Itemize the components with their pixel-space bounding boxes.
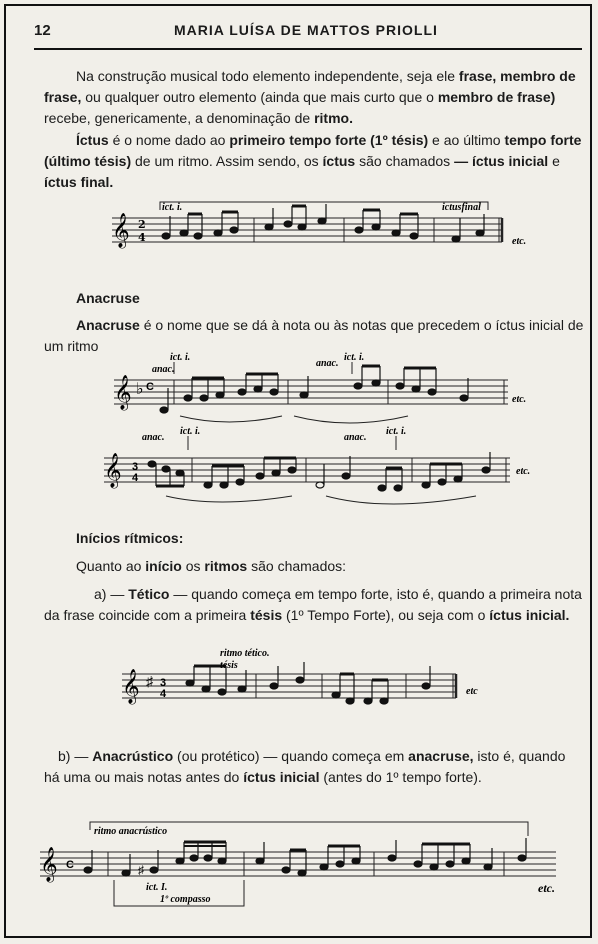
svg-text:♭: ♭ [136,381,144,398]
svg-text:4: 4 [160,688,167,700]
music-example-5 [34,816,584,916]
term-anacruse: Anacruse [76,317,140,333]
text: e ao último [428,132,505,148]
etc-label: etc. [512,236,527,247]
heading-inicios: Inícios rítmicos: [76,530,184,546]
term-ictus-inicial: íctus inicial. [489,607,570,623]
svg-text:4: 4 [138,231,146,244]
text: é o nome que se dá à nota ou às notas que precedem o íctus inicial de um ritmo [44,317,584,354]
label-ictus-2: ict. i. [386,426,407,437]
term-membro: membro de frase, [44,68,576,105]
header-rule [34,48,582,50]
term-frase: frase, [458,68,497,84]
item-tetico [44,584,584,626]
music-example-1 [104,196,544,266]
svg-text:C: C [66,859,74,871]
text: de um ritmo. Assim sendo, os [131,153,323,169]
paragraph-ritmo [44,66,584,129]
label-ictus: ict. I. [146,882,168,893]
text: isto é, quando há uma ou mais notas antes do [44,748,566,785]
page-header [34,22,582,48]
svg-text:♯: ♯ [138,863,144,877]
etc-label: etc. [512,394,527,405]
text: são chamados: [247,558,347,574]
label-ictus-inicial: ict. i. [162,202,183,213]
label-tesis: tésis [220,660,238,671]
text: e [548,153,560,169]
label-compasso: 1º compasso [160,894,211,905]
text: os [181,558,205,574]
term-ictus-final: íctus final. [44,174,114,190]
treble-clef-icon: 𝄞 [114,375,132,410]
music-example-2 [108,350,548,430]
text: b) — [58,748,93,764]
term-membro-2: membro de frase) [437,89,556,105]
text: Na construção musical todo elemento independente, seja ele [76,68,459,84]
text: (antes do 1º tempo forte). [319,769,482,785]
label-anacruse-2: anac. [316,358,339,369]
term-anacrustico: Anacrústico [92,748,174,764]
svg-text:♯: ♯ [146,673,153,689]
text: (1º Tempo Forte), ou seja com o [282,607,490,623]
svg-text:4: 4 [132,472,139,484]
label-ictus-final: ictusfinal [442,202,481,213]
label-ictus: ict. i. [170,352,191,363]
label-ritmo-anacrustico: ritmo anacrústico [94,826,168,837]
heading-anacruse: Anacruse [76,290,140,306]
page-number: 12 [34,22,51,39]
text: recebe, genericamente, a denominação de [44,110,315,126]
term-ultimo: tempo forte (último tésis) [44,132,582,169]
item-anacrustico [44,746,584,788]
etc-label: etc. [538,881,555,895]
label-anacruse: anac. [152,364,175,375]
paragraph-ictus [44,130,584,193]
label-anacruse: anac. [142,432,165,443]
text: (ou protético) — quando começa em [173,748,409,764]
treble-clef-icon: 𝄞 [104,453,122,488]
label-ritmo-tetico: ritmo tético. [220,648,270,659]
treble-clef-icon: 𝄞 [40,847,58,882]
term-tetico: Tético [128,586,170,602]
svg-text:3: 3 [132,461,139,473]
label-ictus: ict. i. [180,426,201,437]
svg-text:C: C [146,381,154,393]
text: a) — [94,586,129,602]
term-tesis: tésis [250,607,283,623]
text: são chamados [355,153,455,169]
term-ictus-inicial: íctus inicial [243,769,320,785]
term-ictus: Íctus [76,132,109,148]
text: é o nome dado ao [108,132,230,148]
term-ritmos: ritmos [204,558,248,574]
etc-label: etc. [516,466,531,477]
label-ictus-2: ict. i. [344,352,365,363]
treble-clef-icon: 𝄞 [112,213,130,248]
term-anacruse: anacruse, [408,748,474,764]
label-anacruse-2: anac. [344,432,367,443]
paragraph-inicios [76,556,586,577]
treble-clef-icon: 𝄞 [122,669,140,704]
svg-text:3: 3 [160,677,167,689]
running-head: MARIA LUÍSA DE MATTOS PRIOLLI [174,22,438,38]
term-ictus-inicial: — íctus inicial [454,153,549,169]
text: ou qualquer outro elemento (ainda que mais curto que o [81,89,438,105]
music-example-3 [96,424,556,512]
term-ictus-2: íctus [322,153,356,169]
term-primeiro: primeiro tempo forte (1º tésis) [229,132,429,148]
text: Quanto ao [76,558,146,574]
term-ritmo: ritmo. [314,110,353,126]
music-example-4 [116,644,516,724]
text: — quando começa em tempo forte, isto é, quando a primeira nota da frase coincide com a primeira [44,586,582,623]
svg-text:2: 2 [138,218,146,231]
etc-label: etc [466,686,478,697]
term-inicio: início [145,558,182,574]
